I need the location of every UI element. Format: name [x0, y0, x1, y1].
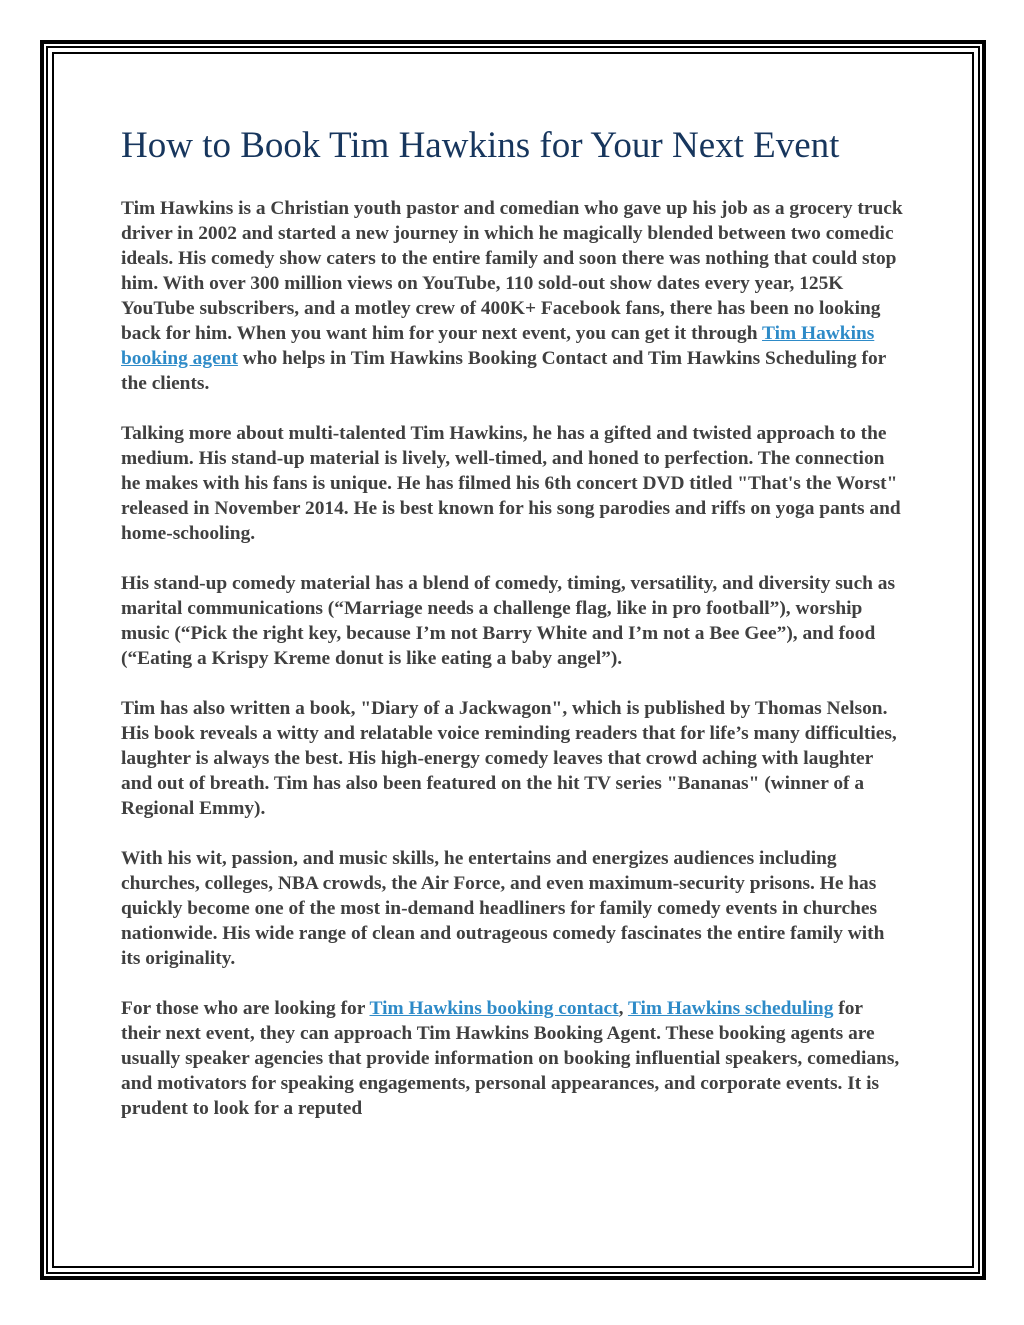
paragraph-intro-text-end: who helps in Tim Hawkins Booking Contact and Tim Hawkins Scheduling for the clients. [121, 348, 886, 394]
paragraph-intro-text: Tim Hawkins is a Christian youth pastor and comedian who gave up his job as a grocery truck driver in 2002 and started a new journey in which he magically blended between two comedic ideals. His comedy show caters to the entire family and soon there was nothing that could stop him. With over 300 million views on YouTube, 110 sold-out show dates every year, 125K YouTube subscribers, and a motley crew of 400K+ Facebook fans, there has been no looking back for him. When you want him for your next event, you can get it through [121, 198, 903, 344]
paragraph-talent: Talking more about multi-talented Tim Hawkins, he has a gifted and twisted approach to the medium. His stand-up material is lively, well-timed, and honed to perfection. The connection he makes with his fans is unique. He has filmed his 6th concert DVD titled "That's the Worst" released in November 2014. He is best known for his song parodies and riffs on yoga pants and home-schooling. [121, 423, 901, 544]
paragraph-book: Tim has also written a book, "Diary of a Jackwagon", which is published by Thomas Nelson. His book reveals a witty and relatable voice reminding readers that for life’s many difficulties, laughter is always the best. His high-energy comedy leaves that crowd aching with laughter and out of breath. Tim has also been featured on the hit TV series "Bananas" (winner of a Regional Emmy). [121, 698, 897, 819]
paragraph-booking-text-end: for their next event, they can approach Tim Hawkins Booking Agent. These booking agents are usually speaker agencies that provide information on booking influential speakers, comedians, and motivators for speaking engagements, personal appearances, and corporate events. It is prudent to look for a reputed [121, 998, 900, 1119]
paragraph-audiences: With his wit, passion, and music skills, he entertains and energizes audiences including churches, colleges, NBA crowds, the Air Force, and even maximum-security prisons. He has quickly become one of the most in-demand headliners for family comedy events in churches nationwide. His wide range of clean and outrageous comedy fascinates the entire family with its originality. [121, 848, 885, 969]
booking-contact-link[interactable]: Tim Hawkins booking contact [369, 998, 619, 1019]
paragraph-booking [121, 996, 906, 1121]
link-separator: , [618, 998, 628, 1019]
page-title: How to Book Tim Hawkins for Your Next Event [121, 125, 840, 166]
paragraph-intro [121, 196, 906, 396]
paragraph-booking-text: For those who are looking for [121, 998, 370, 1019]
document-body [121, 118, 906, 1146]
scheduling-link[interactable]: Tim Hawkins scheduling [627, 998, 834, 1019]
paragraph-material: His stand-up comedy material has a blend of comedy, timing, versatility, and diversity such as marital communications (“Marriage needs a challenge flag, like in pro football”), worship music (“Pick the right key, because I’m not Barry White and I’m not a Bee Gee”), and food (“Eating a Krispy Kreme donut is like eating a baby angel”). [121, 573, 896, 669]
booking-agent-link[interactable]: Tim Hawkins booking agent [121, 323, 875, 369]
